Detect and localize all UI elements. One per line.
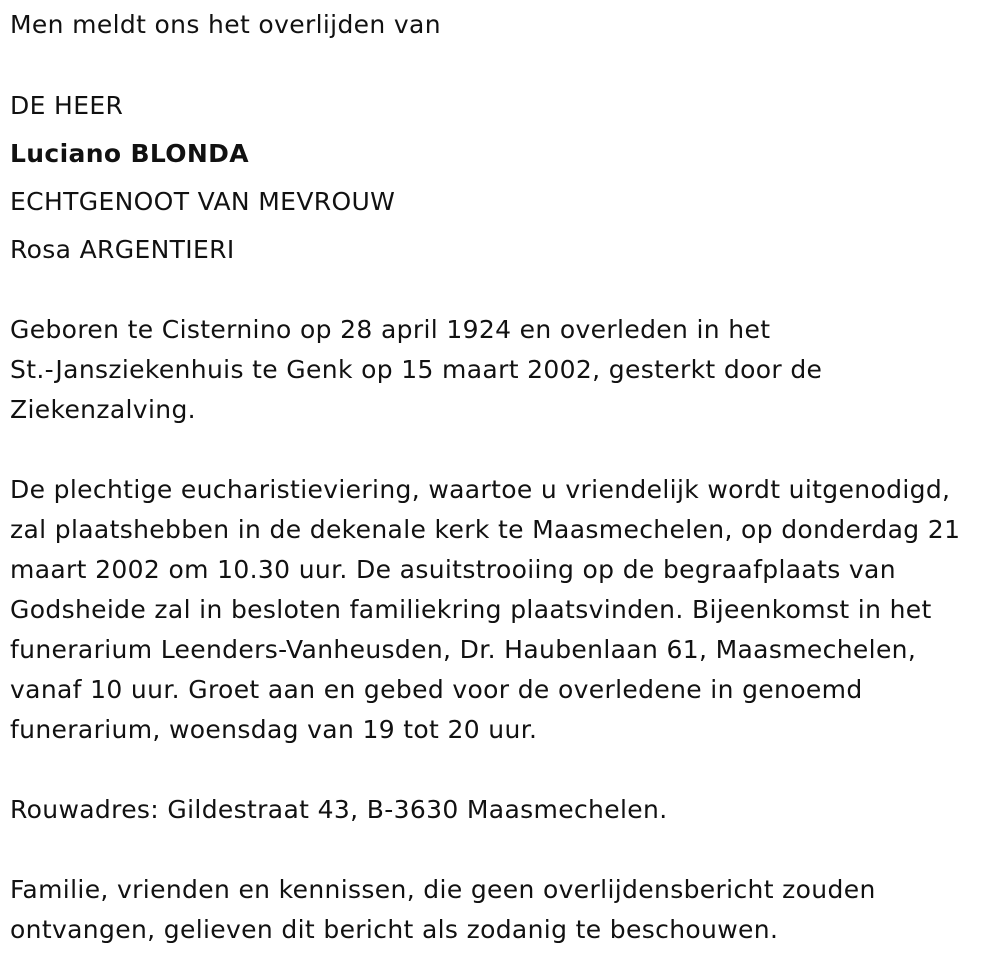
intro-text: Men meldt ons het overlijden van <box>10 10 441 39</box>
paragraph-line: St.-Jansziekenhuis te Genk op 15 maart 2002, gesterkt door de <box>10 355 823 384</box>
paragraph-line: funerarium Leenders-Vanheusden, Dr. Haubenlaan 61, Maasmechelen, <box>10 635 917 664</box>
paragraph-line: Ziekenzalving. <box>10 395 196 424</box>
paragraph-line: Godsheide zal in besloten familiekring plaatsvinden. Bijeenkomst in het <box>10 595 932 624</box>
paragraph-line: funerarium, woensdag van 19 tot 20 uur. <box>10 715 538 744</box>
paragraph-line: vanaf 10 uur. Groet aan en gebed voor de overledene in genoemd <box>10 675 863 704</box>
paragraph-line: ontvangen, gelieven dit bericht als zodanig te beschouwen. <box>10 915 779 944</box>
paragraph-line: Familie, vrienden en kennissen, die geen overlijdensbericht zouden <box>10 875 876 904</box>
paragraph-line: Geboren te Cisternino op 28 april 1924 en overleden in het <box>10 315 771 344</box>
spouse-label: ECHTGENOOT VAN MEVROUW <box>10 187 396 216</box>
paragraph-line: De plechtige eucharistieviering, waartoe u vriendelijk wordt uitgenodigd, <box>10 475 951 504</box>
deceased-name: Luciano BLONDA <box>10 139 249 168</box>
paragraph-line: maart 2002 om 10.30 uur. De asuitstrooiing op de begraafplaats van <box>10 555 896 584</box>
honorific: DE HEER <box>10 91 124 120</box>
spouse-name: Rosa ARGENTIERI <box>10 235 235 264</box>
paragraph-line: zal plaatshebben in de dekenale kerk te Maasmechelen, op donderdag 21 <box>10 515 961 544</box>
mourning-address: Rouwadres: Gildestraat 43, B-3630 Maasmechelen. <box>10 795 668 824</box>
